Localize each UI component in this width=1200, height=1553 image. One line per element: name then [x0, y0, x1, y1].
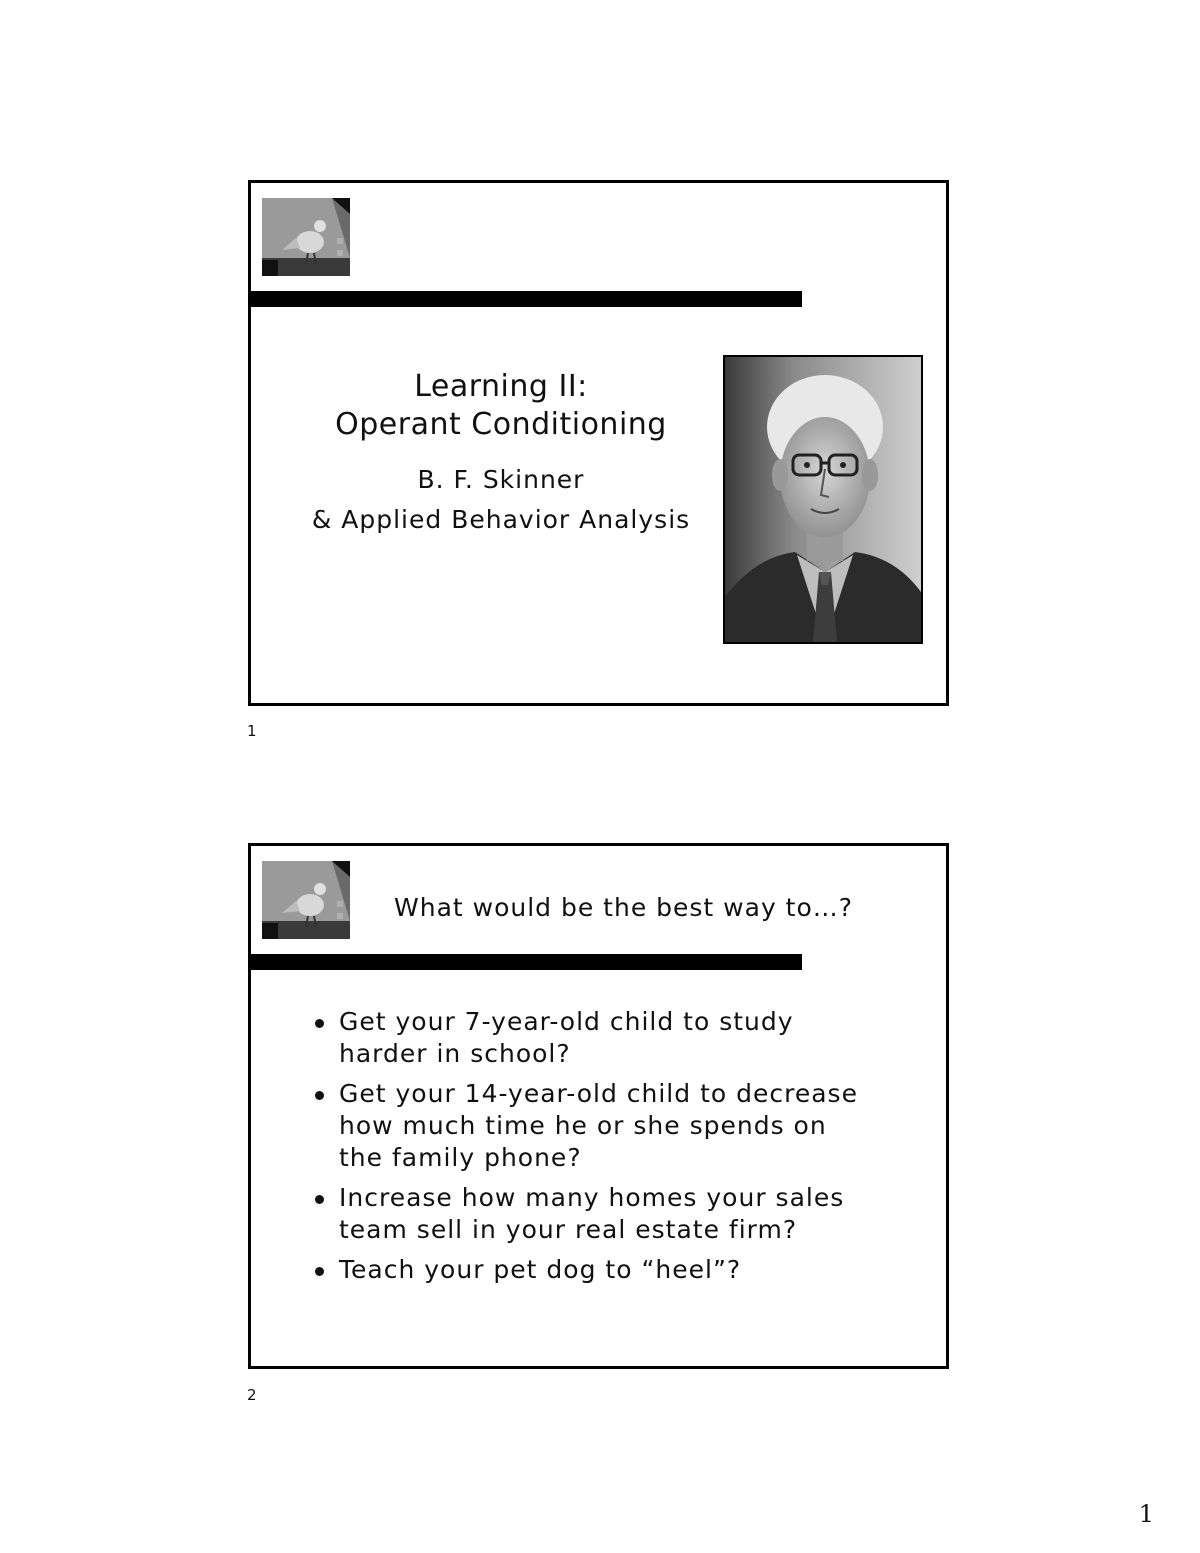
slide-title-line-1: Learning II: [414, 369, 588, 404]
bullet-item [313, 1078, 913, 1174]
slide-subtitle-line-1: B. F. Skinner [417, 465, 585, 494]
bullet-icon [315, 1019, 324, 1028]
bullet-icon [315, 1267, 324, 1276]
bullet-item [313, 1006, 913, 1070]
slide-1-title-block [301, 368, 701, 540]
slide-1 [248, 180, 949, 706]
slide-2-heading: What would be the best way to…? [394, 893, 854, 922]
skinner-portrait-photo [723, 355, 923, 644]
slide-2-number: 2 [247, 1386, 257, 1404]
bullet-text-line: harder in school? [339, 1039, 571, 1068]
bullet-item [313, 1182, 913, 1246]
bullet-text-line: Get your 7-year-old child to study [339, 1007, 794, 1036]
bullet-icon [315, 1091, 324, 1100]
pigeon-in-box-icon [262, 861, 350, 939]
slide-1-number: 1 [247, 722, 257, 740]
slide-subtitle-line-2: & Applied Behavior Analysis [311, 505, 691, 534]
title-rule [248, 291, 802, 307]
bullet-text-line: the family phone? [339, 1143, 582, 1172]
bullet-text-line: how much time he or she spends on [339, 1111, 827, 1140]
title-rule [248, 954, 802, 970]
slide-title-line-2: Operant Conditioning [335, 407, 667, 442]
bullet-list [313, 1006, 913, 1294]
page-number: 1 [1138, 1500, 1154, 1528]
bullet-text-line: Teach your pet dog to “heel”? [339, 1255, 742, 1284]
bullet-text-line: team sell in your real estate firm? [339, 1215, 798, 1244]
bullet-text-line: Increase how many homes your sales [339, 1183, 845, 1212]
slide-2 [248, 843, 949, 1369]
bullet-text-line: Get your 14-year-old child to decrease [339, 1079, 858, 1108]
bullet-icon [315, 1195, 324, 1204]
bullet-item [313, 1254, 913, 1286]
pigeon-in-box-icon [262, 198, 350, 276]
